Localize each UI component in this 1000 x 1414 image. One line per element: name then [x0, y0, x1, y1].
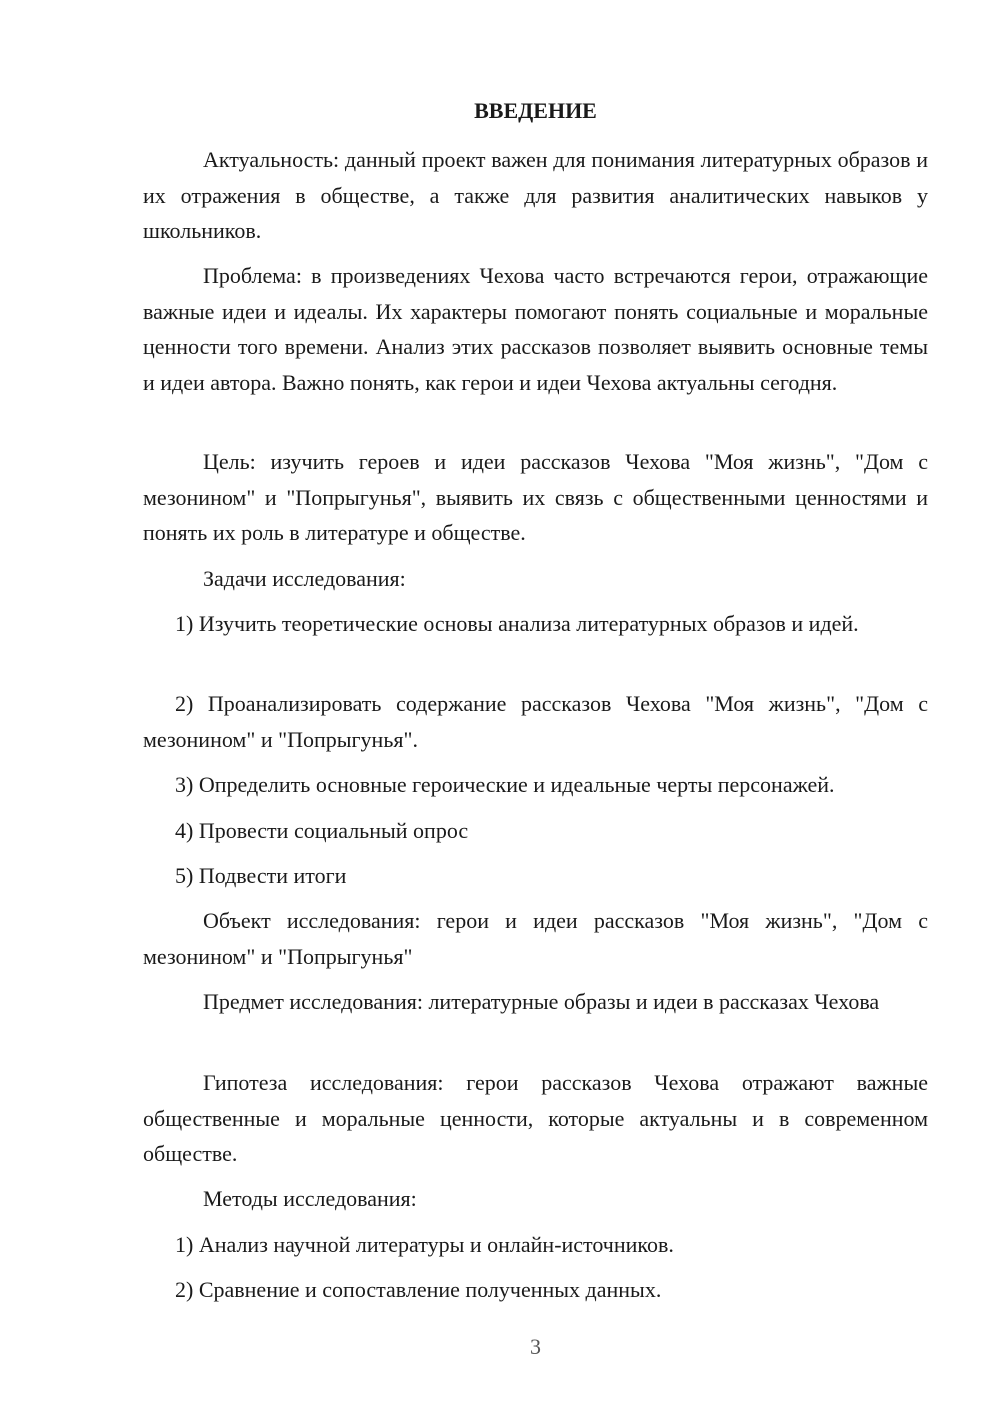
task-item-2: 2) Проанализировать содержание рассказов Чехова "Моя жизнь", "Дом с мезонином" и "Попрыгунья". [143, 691, 928, 752]
method-item-2: 2) Сравнение и сопоставление полученных данных. [175, 1277, 662, 1302]
task-item-4: 4) Провести социальный опрос [175, 818, 469, 843]
paragraph-object: Объект исследования: герои и идеи рассказов "Моя жизнь", "Дом с мезонином" и "Попрыгунья" [143, 908, 928, 969]
paragraph-problem: Проблема: в произведениях Чехова часто встречаются герои, отражающие важные идеи и идеалы. Их характеры помогают понять социальные и моральные ценности того времени. Анализ этих рассказов позволяет выявить основные темы и идеи автора. Важно понять, как герои и идеи Чехова актуальны сегодня. [143, 263, 928, 395]
paragraph-tasks-heading: Задачи исследования: [203, 566, 406, 591]
document-page [143, 0, 928, 1414]
task-item-1: 1) Изучить теоретические основы анализа литературных образов и идей. [175, 611, 859, 636]
page-number: 3 [530, 1334, 541, 1359]
paragraph-relevance: Актуальность: данный проект важен для понимания литературных образов и их отражения в обществе, а также для развития аналитических навыков у школьников. [143, 147, 928, 243]
paragraph-methods-heading: Методы исследования: [203, 1186, 417, 1211]
task-item-3: 3) Определить основные героические и идеальные черты персонажей. [175, 772, 835, 797]
method-item-1: 1) Анализ научной литературы и онлайн-источников. [175, 1232, 674, 1257]
page-title: ВВЕДЕНИЕ [474, 98, 597, 123]
paragraph-hypothesis: Гипотеза исследования: герои рассказов Чехова отражают важные общественные и моральные ценности, которые актуальны и в современном обществе. [143, 1070, 928, 1166]
task-item-5: 5) Подвести итоги [175, 863, 347, 888]
paragraph-goal: Цель: изучить героев и идеи рассказов Чехова "Моя жизнь", "Дом с мезонином" и "Попрыгунья", выявить их связь с общественными ценностями и понять их роль в литературе и обществе. [143, 449, 928, 545]
paragraph-subject: Предмет исследования: литературные образы и идеи в рассказах Чехова [203, 989, 880, 1014]
